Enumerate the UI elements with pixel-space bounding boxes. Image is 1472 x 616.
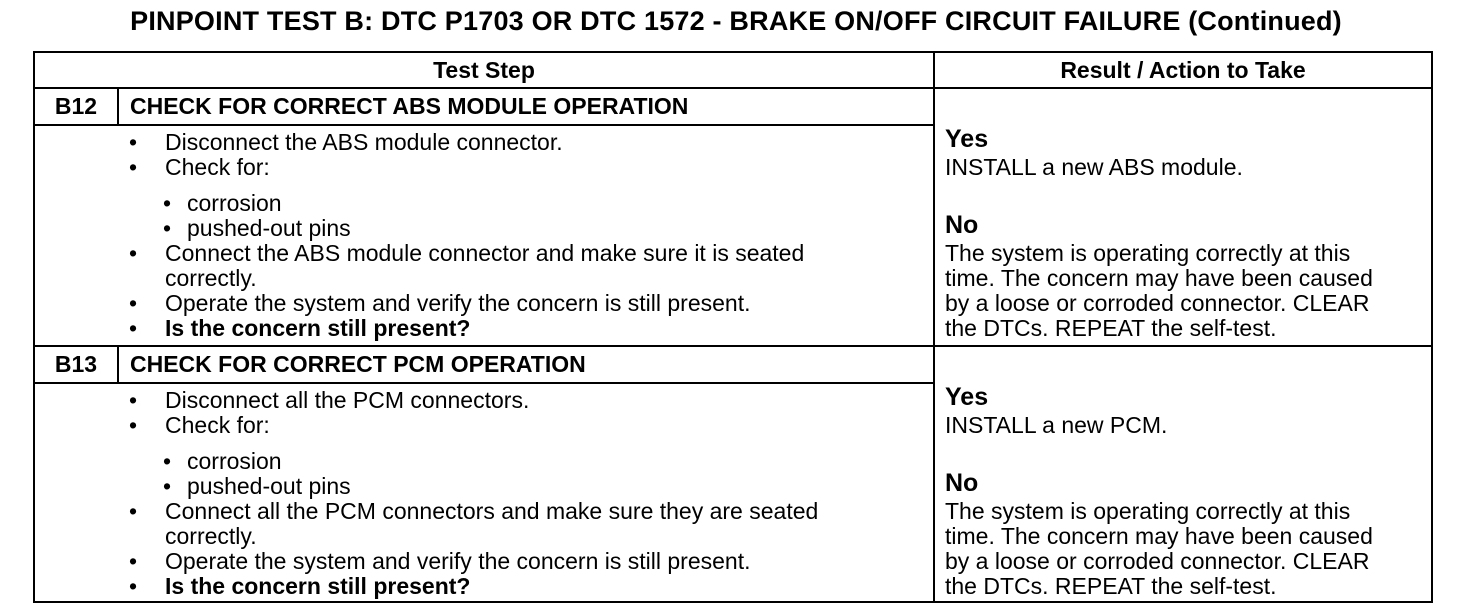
bullet: • — [129, 412, 138, 438]
bullet: • — [129, 387, 138, 413]
page-title: PINPOINT TEST B: DTC P1703 OR DTC 1572 - BRAKE ON/OFF CIRCUIT FAILURE (Continued) — [130, 6, 1342, 36]
check-item: pushed-out pins — [187, 215, 351, 241]
step-id: B12 — [54, 93, 98, 119]
result-no-text: the DTCs. REPEAT the self-test. — [945, 573, 1277, 599]
result-no-text: time. The concern may have been caused — [945, 265, 1373, 291]
check-item: corrosion — [187, 448, 282, 474]
result-no-text: by a loose or corroded connector. CLEAR — [945, 290, 1370, 316]
sub-bullet: • — [163, 473, 172, 499]
step-id-divider — [117, 347, 119, 383]
step-title: CHECK FOR CORRECT PCM OPERATION — [130, 351, 586, 377]
step-instruction-cont: correctly. — [165, 523, 257, 549]
result-no-label: No — [945, 211, 979, 239]
result-no-label: No — [945, 469, 979, 497]
bullet: • — [129, 154, 138, 180]
step-question: Is the concern still present? — [165, 315, 471, 341]
step-title: CHECK FOR CORRECT ABS MODULE OPERATION — [130, 93, 689, 119]
result-yes-label: Yes — [945, 383, 989, 411]
step-instruction: Disconnect all the PCM connectors. — [165, 387, 530, 413]
bullet: • — [129, 315, 138, 341]
column-divider — [933, 53, 935, 601]
bullet: • — [129, 240, 138, 266]
step-title-divider — [35, 124, 933, 126]
step-title-divider — [35, 382, 933, 384]
step-instruction-cont: correctly. — [165, 265, 257, 291]
row-divider — [35, 345, 1431, 347]
result-no-text: by a loose or corroded connector. CLEAR — [945, 548, 1370, 574]
step-instruction: Connect all the PCM connectors and make sure they are seated — [165, 498, 819, 524]
result-no-text: The system is operating correctly at this — [945, 498, 1351, 524]
header-result: Result / Action to Take — [1060, 57, 1306, 83]
step-instruction: Connect the ABS module connector and make sure it is seated — [165, 240, 805, 266]
bullet: • — [129, 548, 138, 574]
bullet: • — [129, 290, 138, 316]
header-test-step: Test Step — [433, 57, 535, 83]
step-instruction: Check for: — [165, 154, 270, 180]
pinpoint-test-table — [33, 51, 1433, 603]
header-divider — [35, 87, 1431, 89]
bullet: • — [129, 498, 138, 524]
sub-bullet: • — [163, 448, 172, 474]
step-instruction: Check for: — [165, 412, 270, 438]
bullet: • — [129, 573, 138, 599]
step-instruction: Operate the system and verify the concern is still present. — [165, 548, 751, 574]
result-yes-label: Yes — [945, 125, 989, 153]
step-question: Is the concern still present? — [165, 573, 471, 599]
step-instruction: Operate the system and verify the concern is still present. — [165, 290, 751, 316]
bullet: • — [129, 129, 138, 155]
sub-bullet: • — [163, 215, 172, 241]
step-id-divider — [117, 89, 119, 125]
step-instruction: Disconnect the ABS module connector. — [165, 129, 563, 155]
sub-bullet: • — [163, 190, 172, 216]
result-yes-text: INSTALL a new ABS module. — [945, 154, 1243, 180]
result-no-text: the DTCs. REPEAT the self-test. — [945, 315, 1277, 341]
result-yes-text: INSTALL a new PCM. — [945, 412, 1168, 438]
step-id: B13 — [54, 351, 98, 377]
check-item: corrosion — [187, 190, 282, 216]
check-item: pushed-out pins — [187, 473, 351, 499]
result-no-text: The system is operating correctly at this — [945, 240, 1351, 266]
result-no-text: time. The concern may have been caused — [945, 523, 1373, 549]
